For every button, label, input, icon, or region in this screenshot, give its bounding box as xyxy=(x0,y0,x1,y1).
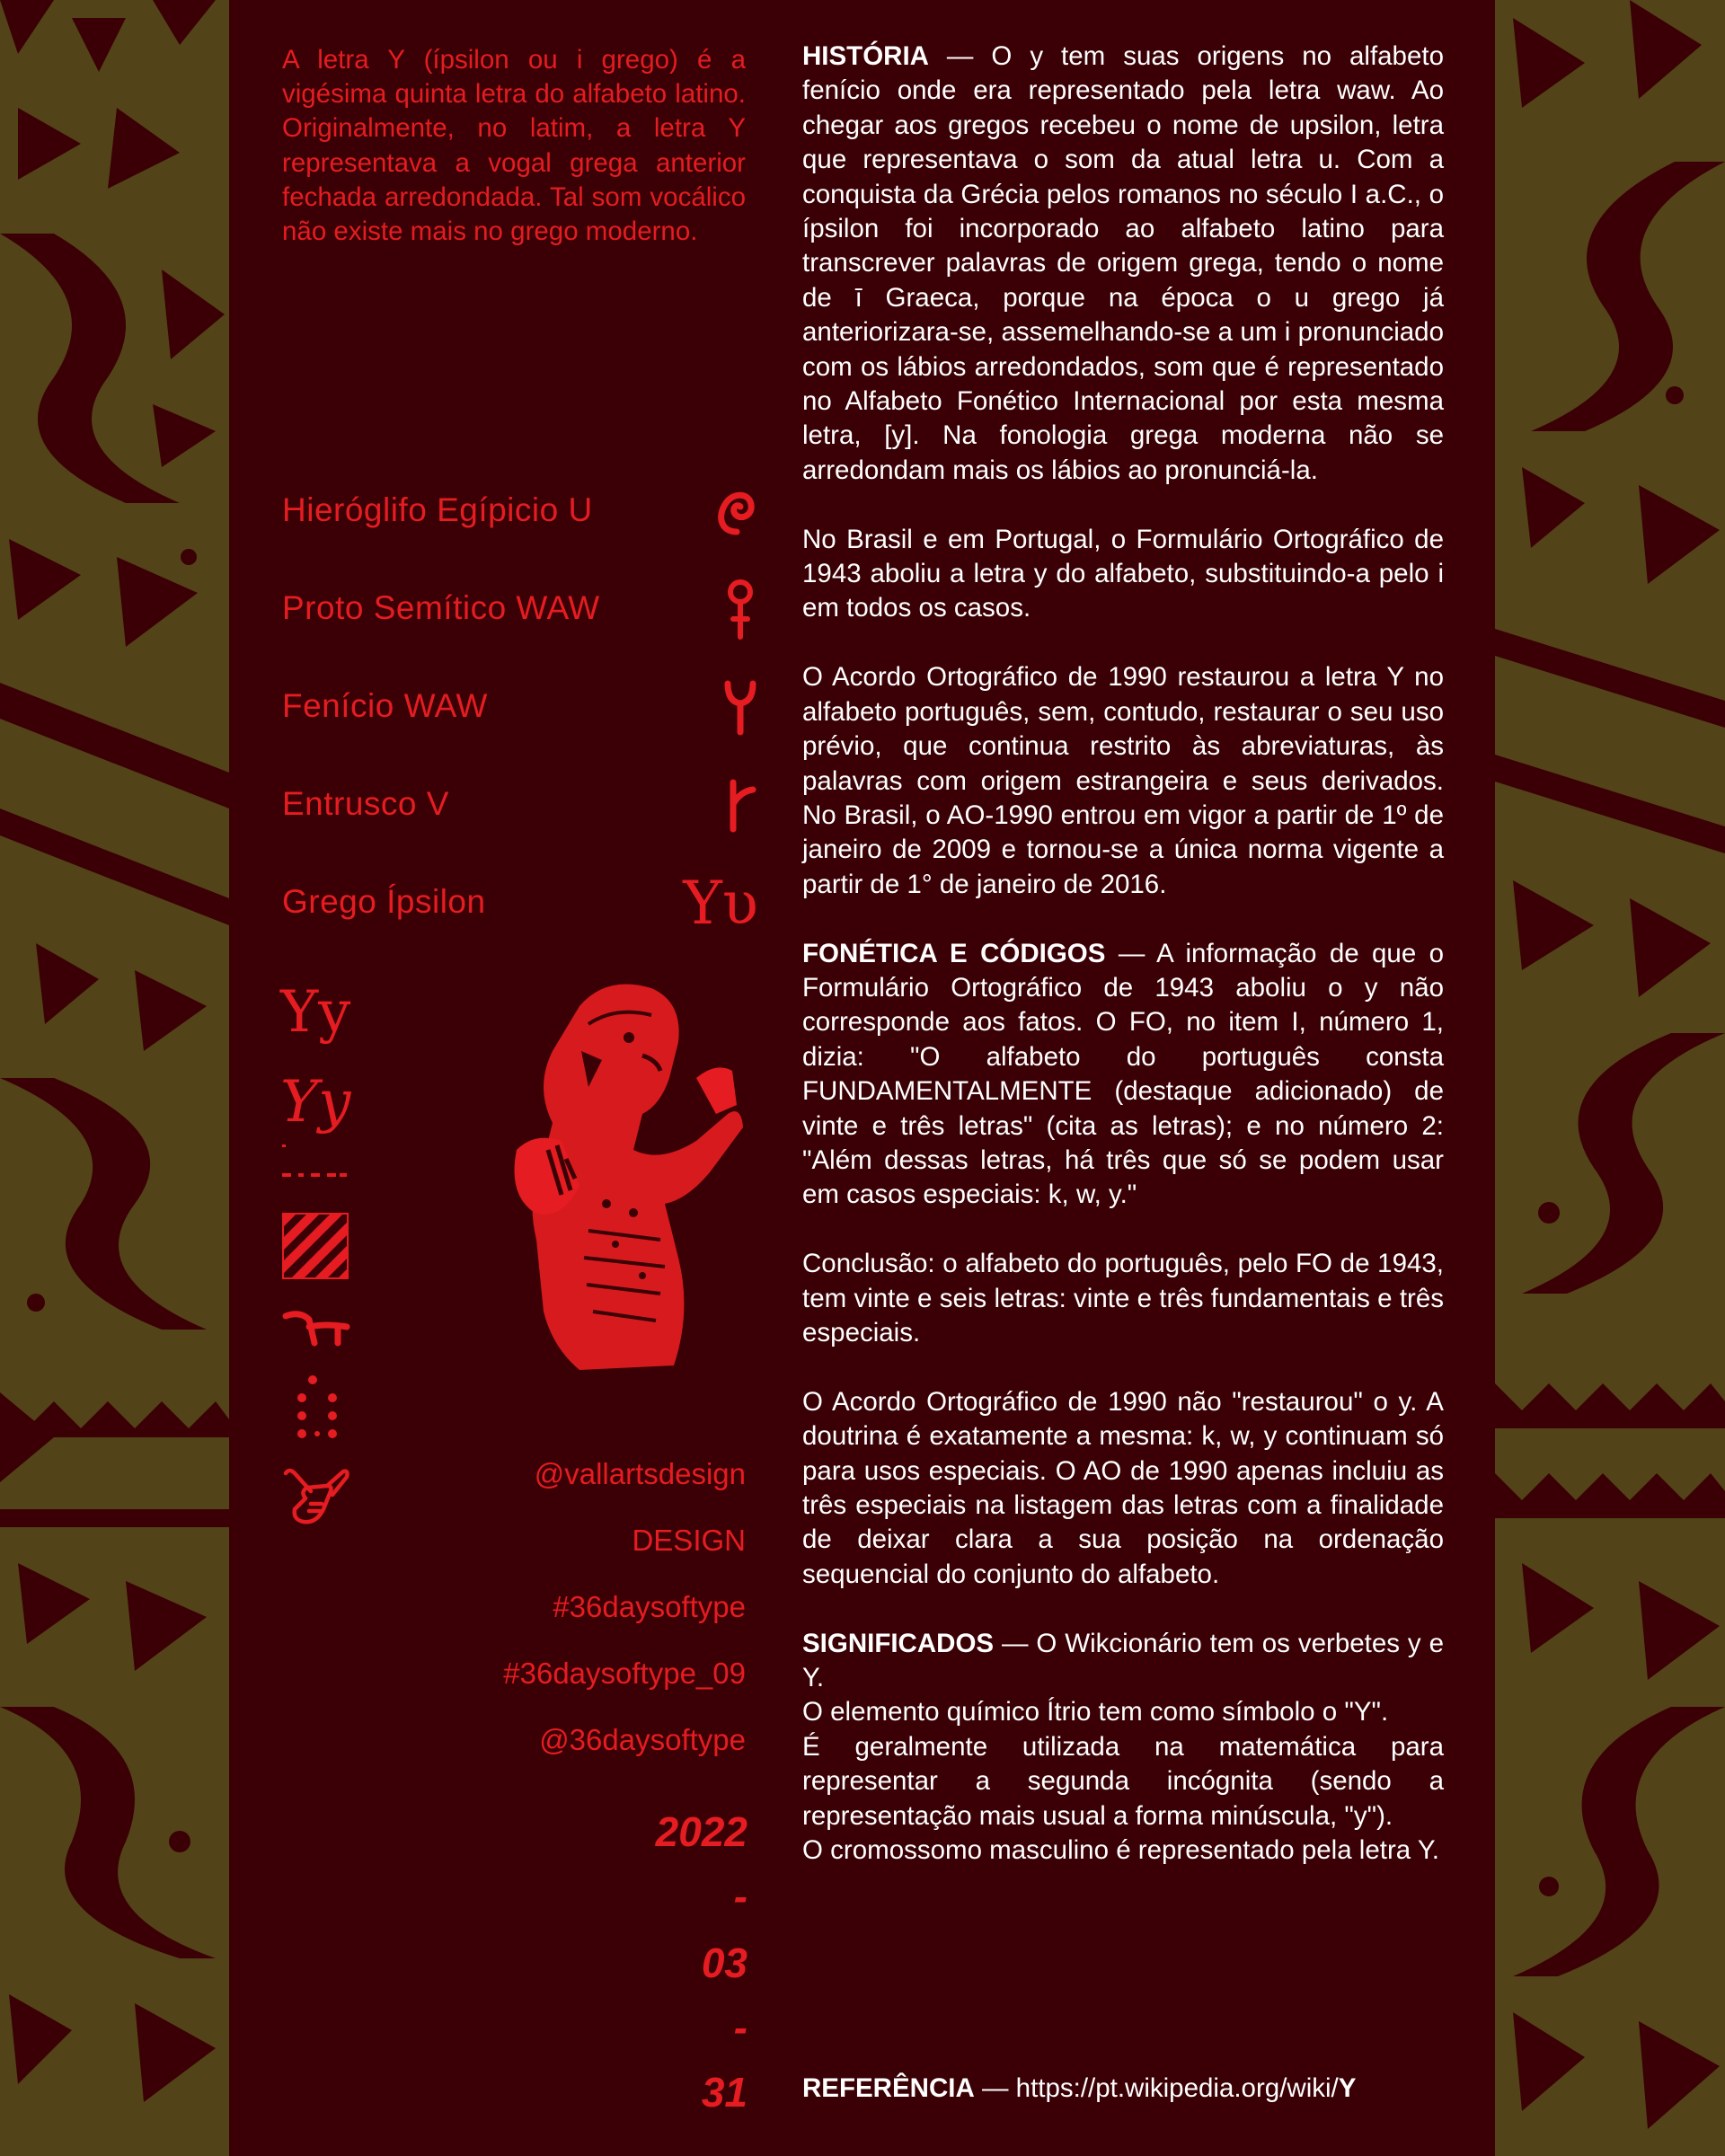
tribal-pattern-right xyxy=(1495,0,1725,2156)
egyptian-hieroglyph-icon xyxy=(677,481,758,543)
date-year: 2022 xyxy=(655,1808,748,1855)
evolution-label: Fenício WAW xyxy=(282,687,488,724)
date-separator: - xyxy=(733,2004,748,2051)
evolution-row-proto-semitic xyxy=(282,579,758,641)
credit-hashtag[interactable]: #36daysoftype xyxy=(553,1590,746,1623)
evolution-label: Entrusco V xyxy=(282,785,449,822)
article-paragraph: Conclusão: o alfabeto do português, pelo FO de 1943, tem vinte e seis letras: vinte e três fundamentais e três especiais. xyxy=(802,1249,1444,1348)
intro-text: A letra Y (ípsilon ou i grego) é a vigésima quinta letra do alfabeto latino. Originalmente, no latim, a letra Y representava a vogal grega anterior fechada arredondada. Tal som vocálico não existe mais no grego moderno. xyxy=(282,45,746,247)
sample-regular: Yy xyxy=(280,979,351,1046)
date-day: 31 xyxy=(701,2069,748,2116)
section-heading: HISTÓRIA xyxy=(802,41,929,71)
dashes-icon xyxy=(282,1141,347,1180)
section-heading: SIGNIFICADOS xyxy=(802,1628,995,1658)
credit-hashtag-day[interactable]: #36daysoftype_09 xyxy=(503,1657,746,1690)
historia-paragraph: HISTÓRIA — O y tem suas origens no alfabeto fenício onde era representado pela letra waw. Ao chegar aos gregos recebeu o nome de upsilon, letra que representava o som da atual letra u. Com a conquista da Grécia pelos romanos no século I a.C., o ípsilon foi incorporado ao alfabeto latino para transcrever palavras de origem grega, tendo o nome de ī Graeca, porque na época o u grego já anteriorizara-se, assemelhando-se a um i pronunciado com os lábios arredondados, som que é representado no Alfabeto Fonético Internacional por esta mesma letra, [y]. Na fonologia grega moderna não se arredondam mais os lábios ao pronunciá-la. xyxy=(802,41,1444,485)
reference-link[interactable]: https://pt.wikipedia.org/wiki/Y xyxy=(1015,2073,1357,2103)
section-heading: REFERÊNCIA xyxy=(802,2073,975,2103)
evolution-row-etruscan xyxy=(282,774,758,837)
serif-fragment-icon xyxy=(282,1307,350,1347)
diagonal-stripes-icon xyxy=(282,1213,349,1279)
etruscan-v-icon xyxy=(677,774,758,837)
greek-ypsilon-glyph: Υυ xyxy=(683,869,758,938)
fonetica-paragraph: FONÉTICA E CÓDIGOS — A informação de que o Formulário Ortográfico de 1943 aboliu o y não corresponde aos fatos. O FO, no item I, número 1, dizia: "O alfabeto do português consta FUNDAMENTALMENTE (destaque adicionado) de vinte e três letras" (cita as letras); e no número 2: "Além dessas letras, há três que só se podem usar em casos especiais: k, w, y." xyxy=(802,938,1445,1210)
credit-36days-handle[interactable]: @36daysoftype xyxy=(539,1723,746,1756)
evolution-label: Proto Semítico WAW xyxy=(282,589,600,626)
article-body xyxy=(802,40,1444,1903)
evolution-label: Hieróglifo Egípicio U xyxy=(282,491,593,528)
tribal-pattern-left xyxy=(0,0,229,2156)
date-month: 03 xyxy=(701,1940,748,1986)
section-heading: FONÉTICA E CÓDIGOS xyxy=(802,938,1106,968)
article-paragraph: O Acordo Ortográfico de 1990 restaurou a letra Y no alfabeto português, sem, contudo, restaurar o seu uso prévio, que continua restrito às abreviaturas, às palavras com origem estrangeira e seus derivados. No Brasil, o AO-1990 entrou em vigor a partir de 1º de janeiro de 2009 e tornou-se a única norma vigente a partir de 1° de janeiro de 2016. xyxy=(802,662,1444,899)
sample-italic: Yy xyxy=(280,1069,351,1135)
article-paragraph: O Acordo Ortográfico de 1990 não "restaurou" o y. A doutrina é exatamente a mesma: k, w, y continuam só para usos especiais. O AO de 1990 apenas incluiu as três especiais na listagem das letras com a finalidade de deixar clara a sua posição na ordenação sequencial do conjunto do alfabeto. xyxy=(802,1386,1444,1589)
evolution-row-greek xyxy=(282,869,758,938)
credit-design: DESIGN xyxy=(632,1524,746,1557)
phoenician-waw-icon xyxy=(677,676,758,739)
article-paragraph: No Brasil e em Portugal, o Formulário Ortográfico de 1943 aboliu a letra y do alfabeto, substituindo-a pelo i em todos os casos. xyxy=(802,524,1444,623)
reference-line: REFERÊNCIA — https://pt.wikipedia.org/wiki/Y xyxy=(802,2073,1357,2103)
significados-paragraph: SIGNIFICADOS — O Wikcionário tem os verbetes y e Y. O elemento químico Ítrio tem como símbolo o "Y". É geralmente utilizada na matemática para representar a segunda incógnita (sendo a representação mais usual a forma minúscula, "y"). O cromossomo masculino é representado pela letra Y. xyxy=(802,1628,1444,1866)
credit-instagram-handle[interactable]: @vallartsdesign xyxy=(534,1457,746,1490)
evolution-row-phoenician xyxy=(282,676,758,739)
evolution-row-hieroglyph xyxy=(282,481,758,543)
date-separator: - xyxy=(733,1873,748,1920)
dot-grid-icon xyxy=(296,1374,340,1439)
proto-semitic-waw-icon xyxy=(677,579,758,641)
evolution-label: Grego Ípsilon xyxy=(282,883,486,920)
woman-portrait-illustration xyxy=(481,970,759,1374)
hang-loose-hand-icon xyxy=(280,1464,352,1529)
